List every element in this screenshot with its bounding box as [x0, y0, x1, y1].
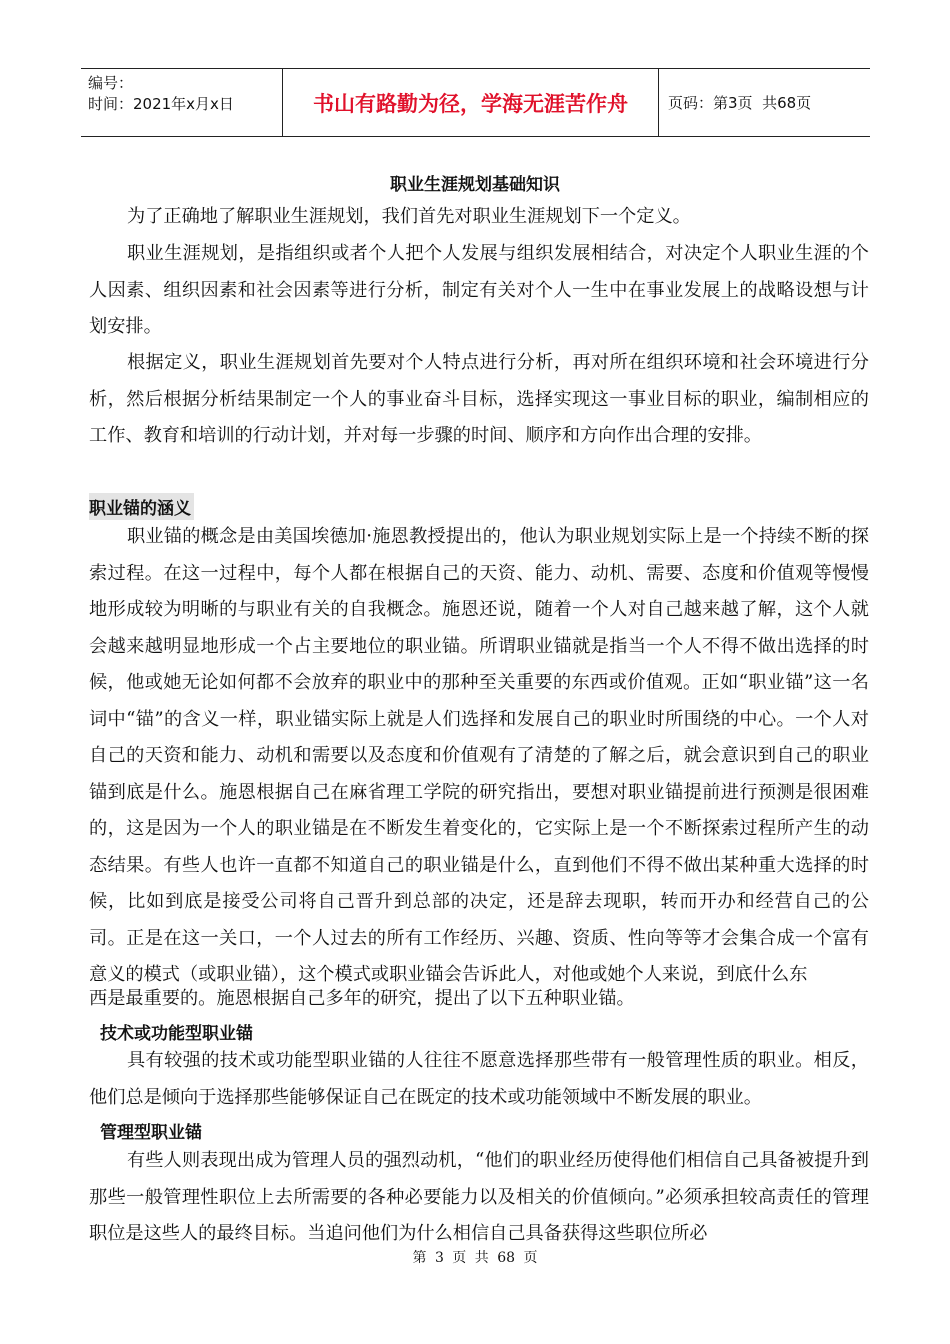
serial-number-label: 编号： — [88, 74, 134, 92]
section-heading-career-anchor: 职业锚的涵义 — [89, 493, 194, 520]
intro-paragraph-3: 根据定义，职业生涯规划首先要对个人特点进行分析，再对所在组织环境和社会环境进行分析，然后根据分析结果制定一个人的事业奋斗目标，选择实现这一事业目标的职业，编制相应的工作、教育和培训的行动计划，并对每一步骤的时间、顺序和方向作出合理的安排。 — [89, 352, 869, 446]
document-header — [81, 68, 870, 137]
header-page-cell — [659, 69, 870, 136]
intro-paragraph-2: 职业生涯规划，是指组织或者个人把个人发展与组织发展相结合，对决定个人职业生涯的个人因素、组织因素和社会因素等进行分析，制定有关对个人一生中在事业发展上的战略设想与计划安排。 — [89, 243, 869, 337]
header-meta-cell — [81, 69, 283, 136]
subheading-management-anchor: 管理型职业锚 — [100, 1123, 202, 1143]
date-label: 时间：2021年x月x日 — [88, 95, 234, 113]
section-paragraph-end: 西是最重要的。施恩根据自己多年的研究，提出了以下五种职业锚。 — [89, 988, 635, 1009]
page-number-label: 页码：第3页 共68页 — [668, 94, 812, 112]
intro-paragraph-1: 为了正确地了解职业生涯规划，我们首先对职业生涯规划下一个定义。 — [127, 206, 691, 227]
page-footer: 第 3 页 共 68 页 — [412, 1250, 538, 1266]
header-motto: 书山有路勤为径，学海无涯苦作舟 — [283, 69, 659, 136]
section-paragraph: 职业锚的概念是由美国埃德加·施恩教授提出的，他认为职业规划实际上是一个持续不断的探索过程。在这一过程中，每个人都在根据自己的天资、能力、动机、需要、态度和价值观等慢慢地形成较为明晰的与职业有关的自我概念。施恩还说，随着一个人对自己越来越了解，这个人就会越来越明显地形成一个占主要地位的职业锚。所谓职业锚就是指当一个人不得不做出选择的时候，他或她无论如何都不会放弃的职业中的那种至关重要的东西或价值观。正如“职业锚”这一名词中“锚”的含义一样，职业锚实际上就是人们选择和发展自己的职业时所围绕的中心。一个人对自己的天资和能力、动机和需要以及态度和价值观有了清楚的了解之后，就会意识到自己的职业锚到底是什么。施恩根据自己在麻省理工学院的研究指出，要想对职业锚提前进行预测是很困难的，这是因为一个人的职业锚是在不断发生着变化的，它实际上是一个不断探索过程所产生的动态结果。有些人也许一直都不知道自己的职业锚是什么，直到他们不得不做出某种重大选择的时候，比如到底是接受公司将自己晋升到总部的决定，还是辞去现职，转而开办和经营自己的公司。正是在这一关口，一个人过去的所有工作经历、兴趣、资质、性向等等才会集合成一个富有意义的模式（或职业锚），这个模式或职业锚会告诉此人，对他或她个人来说，到底什么东 — [89, 526, 869, 985]
management-anchor-paragraph: 有些人则表现出成为管理人员的强烈动机，“他们的职业经历使得他们相信自己具备被提升到那些一般管理性职位上去所需要的各种必要能力以及相关的价值倾向。”必须承担较高责任的管理职位是这些人的最终目标。当追问他们为什么相信自己具备获得这些职位所必 — [89, 1150, 869, 1244]
document-title: 职业生涯规划基础知识 — [390, 175, 560, 195]
technical-anchor-paragraph: 具有较强的技术或功能型职业锚的人往往不愿意选择那些带有一般管理性质的职业。相反，他们总是倾向于选择那些能够保证自己在既定的技术或功能领域中不断发展的职业。 — [89, 1050, 869, 1108]
subheading-technical-anchor: 技术或功能型职业锚 — [100, 1024, 253, 1044]
